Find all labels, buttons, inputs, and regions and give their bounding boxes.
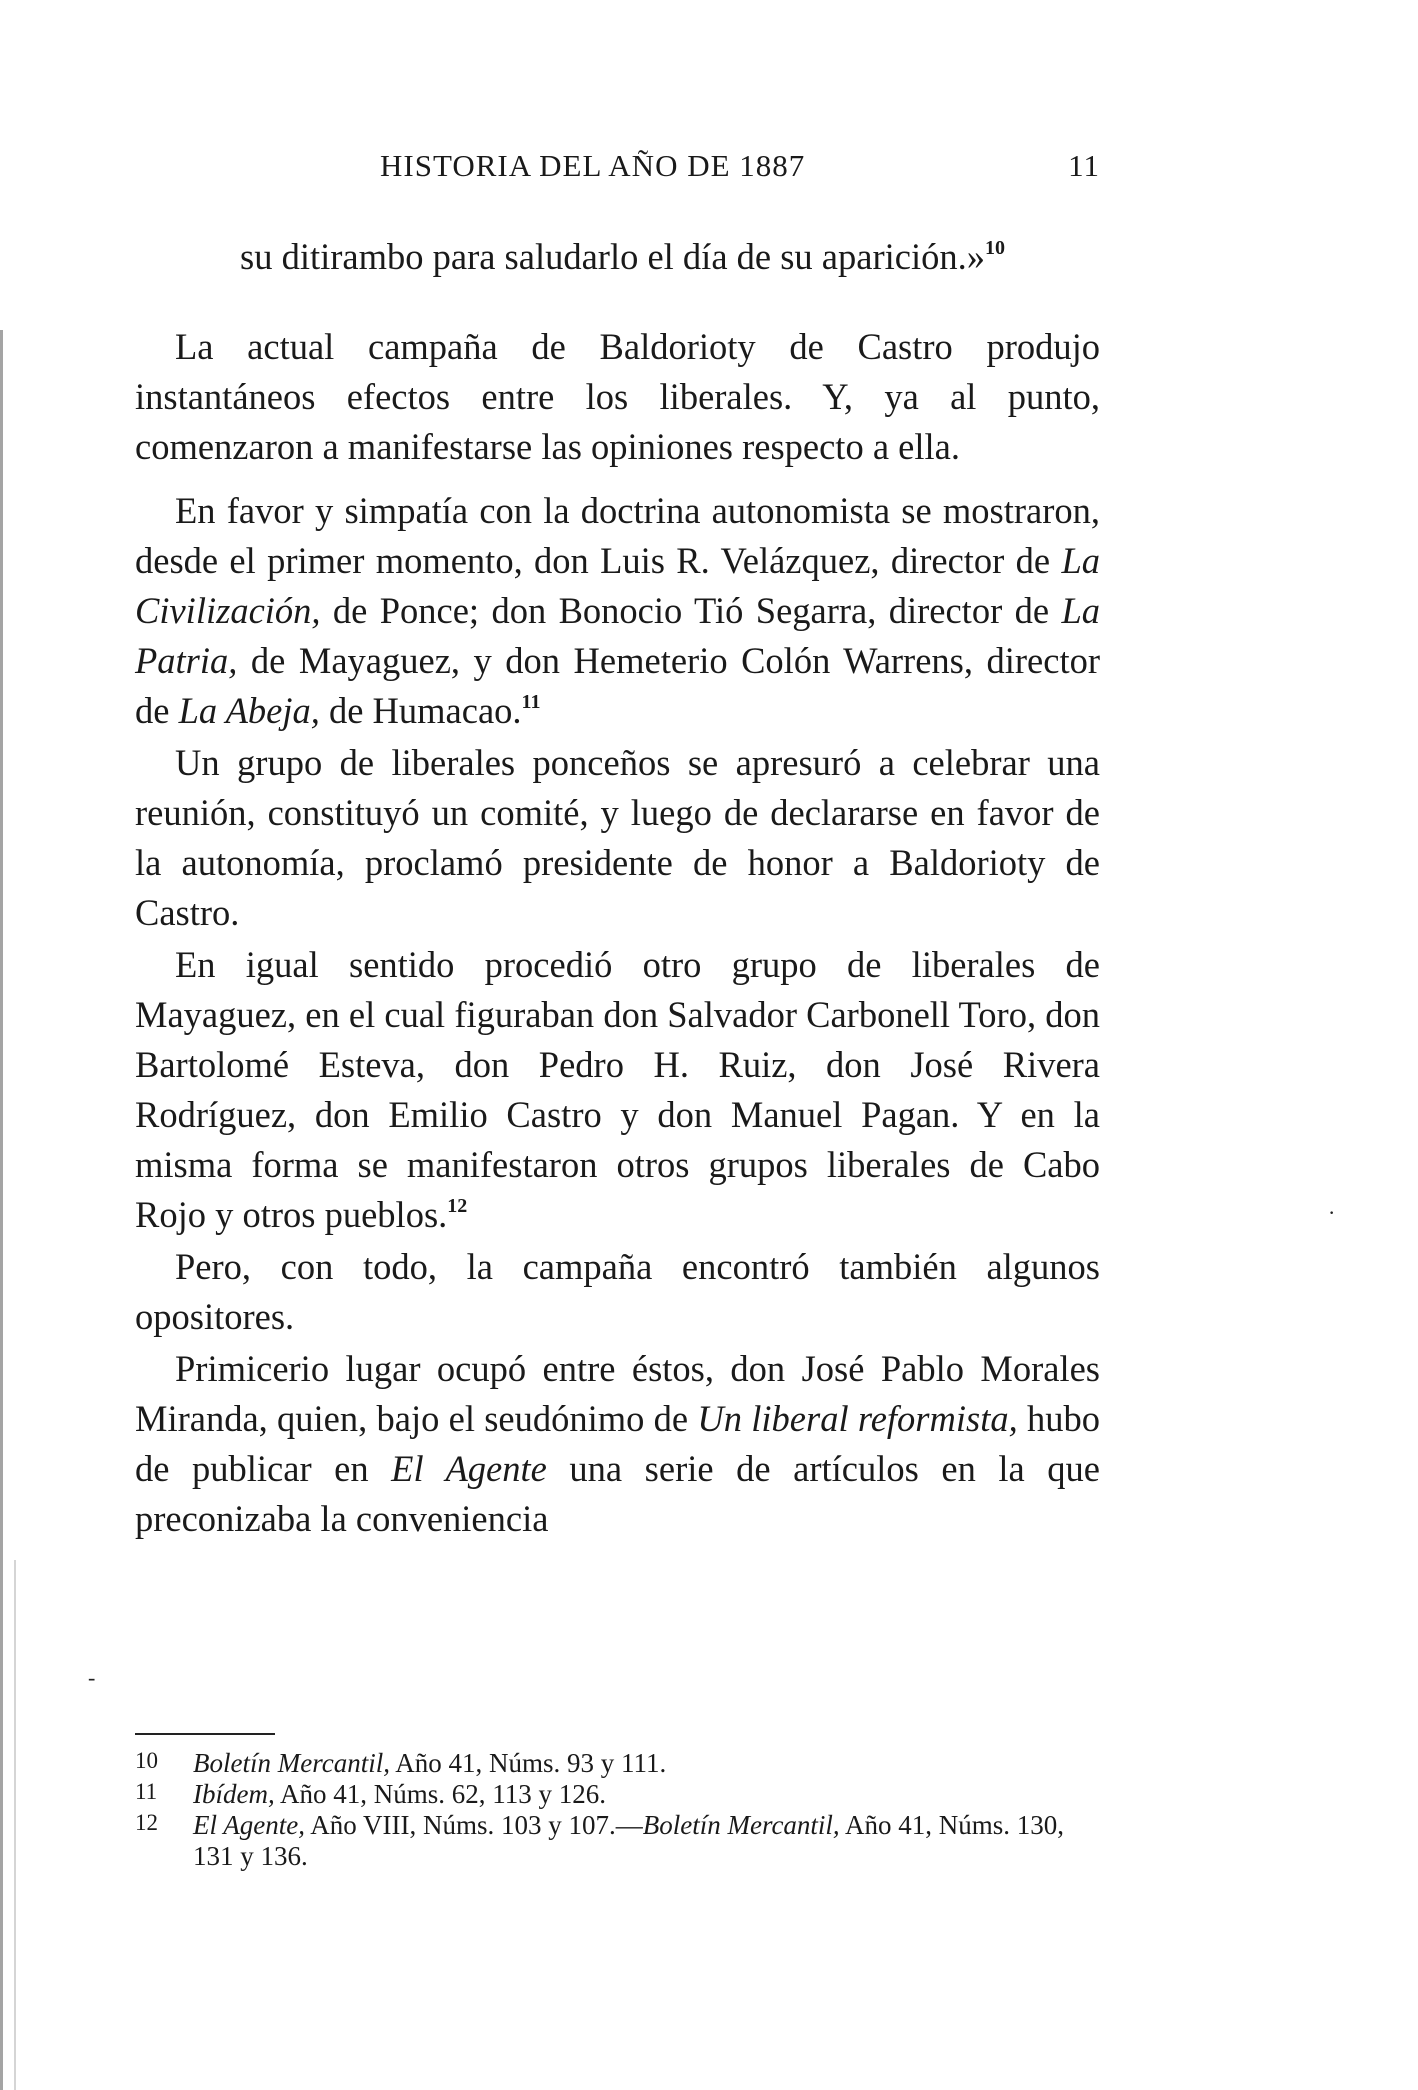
binding-shadow	[14, 1560, 16, 2090]
footnote-11	[135, 1779, 1100, 1810]
paragraph-text: En igual sentido procedió otro grupo de liberales de Mayaguez, en el cual figuraban don Salvador Carbonell Toro, don Bartolomé Esteva, don Pedro H. Ruiz, don José Rivera Rodríguez, don Emilio Castro y don Manuel Pagan. Y en la misma forma se manifestaron otros grupos liberales de Cabo Rojo y otros pueblos.	[135, 944, 1100, 1235]
running-title: HISTORIA DEL AÑO DE 1887	[380, 148, 806, 183]
paragraph-text: Pero, con todo, la campaña encontró también algunos opositores.	[135, 1246, 1100, 1337]
footnote-text: Año 41, Núms. 62, 113 y 126.	[274, 1779, 606, 1809]
footnotes	[135, 1748, 1100, 1872]
paragraph	[135, 486, 1100, 736]
footnote-source: Boletín Mercantil,	[642, 1810, 840, 1840]
footnote-source: Ibídem,	[193, 1779, 275, 1809]
periodical-title: El Agente	[391, 1448, 547, 1489]
footnote-10	[135, 1748, 1100, 1779]
paragraph	[135, 1242, 1100, 1342]
footnote-text: Año 41, Núms. 93 y 111.	[389, 1748, 667, 1778]
footnote-rule	[135, 1733, 275, 1735]
paragraph-text: En favor y simpatía con la doctrina autonomista se mostraron, desde el primer momento, don Luis R. Velázquez, director de	[135, 490, 1100, 581]
footnote-12	[135, 1810, 1100, 1872]
paragraph-text: Primicerio lugar ocupó entre éstos, don José Pablo Morales Miranda, quien, bajo el seudónimo de	[135, 1348, 1100, 1439]
paragraph-text: una serie de artículos en la que preconizaba la conveniencia	[135, 1448, 1100, 1539]
paragraph-text: su ditirambo para saludarlo el día de su aparición.»	[240, 236, 985, 277]
footnote-ref-12: 12	[447, 1195, 468, 1217]
paragraph-text: hubo de publicar en	[135, 1398, 1101, 1489]
paragraph	[135, 1344, 1100, 1544]
pseudonym: Un liberal reformista,	[697, 1398, 1018, 1439]
paragraph-text: de Mayaguez, y don Hemeterio Colón Warrens, director de	[135, 640, 1100, 731]
periodical-title: La Patria,	[135, 590, 1100, 681]
paragraph-text: de Ponce; don Bonocio Tió Segarra, director de	[320, 590, 1062, 631]
print-speck: ·	[1328, 1200, 1336, 1225]
paragraph	[135, 940, 1100, 1240]
footnote-number: 11	[135, 1779, 158, 1804]
footnote-number: 10	[135, 1748, 158, 1773]
periodical-title: La Civilización,	[135, 540, 1100, 631]
body-text	[135, 232, 1100, 1544]
binding-edge	[0, 330, 3, 2090]
paragraph-text: La actual campaña de Baldorioty de Castro produjo instantáneos efectos entre los liberales. Y, ya al punto, comenzaron a manifestarse las opiniones respecto a ella.	[135, 326, 1100, 467]
footnote-number: 12	[135, 1810, 158, 1835]
footnote-text: Año 41, Núms. 130, 131 y 136.	[193, 1810, 1064, 1871]
paragraph-text: Un grupo de liberales ponceños se apresuró a celebrar una reunión, constituyó un comité, y luego de declararse en favor de la autonomía, proclamó presidente de honor a Baldorioty de Castro.	[135, 742, 1100, 933]
footnote-ref-10: 10	[984, 237, 1005, 259]
periodical-title: La Abeja,	[178, 690, 320, 731]
footnote-ref-11: 11	[521, 691, 541, 713]
paragraph-continuation	[135, 232, 1100, 282]
paragraph-text: de Humacao.	[319, 690, 522, 731]
paragraph	[135, 322, 1100, 472]
paragraph	[135, 738, 1100, 938]
footnote-text: Año VIII, Núms. 103 y 107.—	[304, 1810, 643, 1840]
print-speck: -	[88, 1665, 96, 1690]
page-header	[135, 148, 1100, 198]
footnote-source: Boletín Mercantil,	[193, 1748, 390, 1778]
page-number: 11	[1068, 148, 1100, 183]
footnote-source: El Agente,	[193, 1810, 305, 1840]
